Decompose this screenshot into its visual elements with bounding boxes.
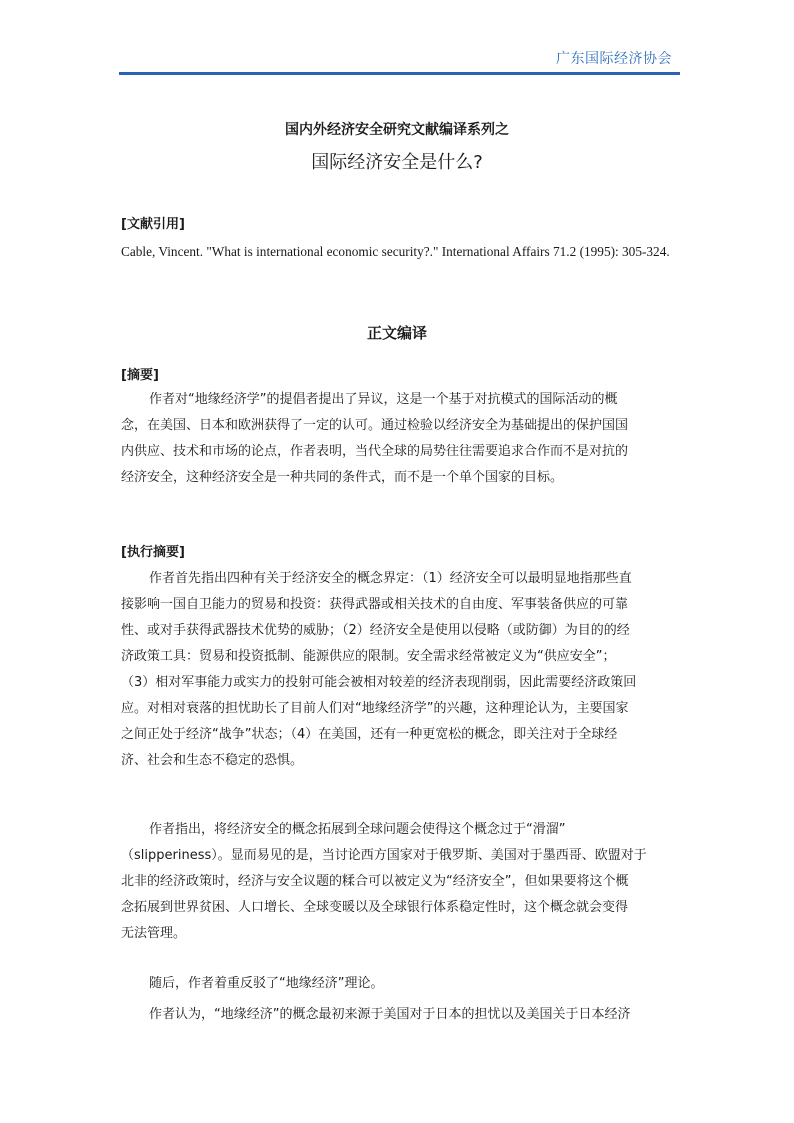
- exec-summary-label: [执行摘要]: [121, 545, 185, 560]
- paragraph-line: 济、社会和生态不稳定的恐惧。: [121, 753, 304, 768]
- paragraph-line: 应。对相对衰落的担忧助长了目前人们对“地缘经济学”的兴趣，这种理论认为，主要国家: [121, 701, 629, 716]
- paragraph-line: （3）相对军事能力或实力的投射可能会被相对较差的经济表现削弱，因此需要经济政策回: [121, 675, 637, 690]
- paragraph-line: 作者首先指出四种有关于经济安全的概念界定：（1）经济安全可以最明显地指那些直: [149, 571, 632, 586]
- paragraph-line: 之间正处于经济“战争”状态；（4）在美国，还有一种更宽松的概念，即关注对于全球经: [121, 727, 618, 742]
- paragraph-line: 接影响一国自卫能力的贸易和投资：获得武器或相关技术的自由度、军事装备供应的可靠: [121, 597, 629, 612]
- exec-summary-paragraph-2: [121, 817, 677, 947]
- exec-summary-paragraph-4: [121, 1002, 677, 1028]
- header-organization: 广东国际经济协会: [556, 51, 672, 67]
- header-divider: [119, 72, 680, 75]
- document-title: 国际经济安全是什么?: [311, 152, 483, 173]
- paragraph-line: 随后，作者着重反驳了“地缘经济”理论。: [149, 976, 384, 991]
- paragraph-line: 念，在美国、日本和欧洲获得了一定的认可。通过检验以经济安全为基础提出的保护国国: [121, 418, 629, 433]
- exec-summary-paragraph-3: [121, 971, 677, 997]
- paragraph-line: 性、或对手获得武器技术优势的威胁；（2）经济安全是使用以侵略（或防御）为目的的经: [121, 623, 630, 638]
- citation-label: [文献引用]: [121, 217, 185, 232]
- citation-text: Cable, Vincent. "What is international economic security?." International Affairs 71.2 (1995): 305-324.: [121, 244, 670, 259]
- paragraph-line: 济政策工具：贸易和投资抵制、能源供应的限制。安全需求经常被定义为“供应安全”；: [121, 649, 616, 664]
- series-title: 国内外经济安全研究文献编译系列之: [285, 122, 509, 138]
- paragraph-line: 作者指出，将经济安全的概念拓展到全球问题会使得这个概念过于“滑溜”: [149, 822, 566, 837]
- paragraph-line: 无法管理。: [121, 926, 187, 941]
- paragraph-line: （slipperiness）。显而易见的是，当讨论西方国家对于俄罗斯、美国对于墨西哥、欧盟对于: [121, 848, 647, 863]
- body-heading: 正文编译: [366, 324, 427, 342]
- paragraph-line: 经济安全，这种经济安全是一种共同的条件式，而不是一个单个国家的目标。: [121, 470, 564, 485]
- paragraph-line: 北非的经济政策时，经济与安全议题的糅合可以被定义为“经济安全”，但如果要将这个概: [121, 874, 629, 889]
- paragraph-line: 内供应、技术和市场的论点，作者表明，当代全球的局势往往需要追求合作而不是对抗的: [121, 444, 629, 459]
- abstract-paragraph: [121, 387, 677, 491]
- paragraph-line: 念拓展到世界贫困、人口增长、全球变暖以及全球银行体系稳定性时，这个概念就会变得: [121, 900, 629, 915]
- exec-summary-paragraph-1: [121, 566, 677, 774]
- abstract-label: [摘要]: [121, 368, 159, 383]
- paragraph-line: 作者认为，“地缘经济”的概念最初来源于美国对于日本的担忧以及美国关于日本经济: [149, 1007, 631, 1022]
- paragraph-line: 作者对“地缘经济学”的提倡者提出了异议，这是一个基于对抗模式的国际活动的概: [149, 392, 618, 407]
